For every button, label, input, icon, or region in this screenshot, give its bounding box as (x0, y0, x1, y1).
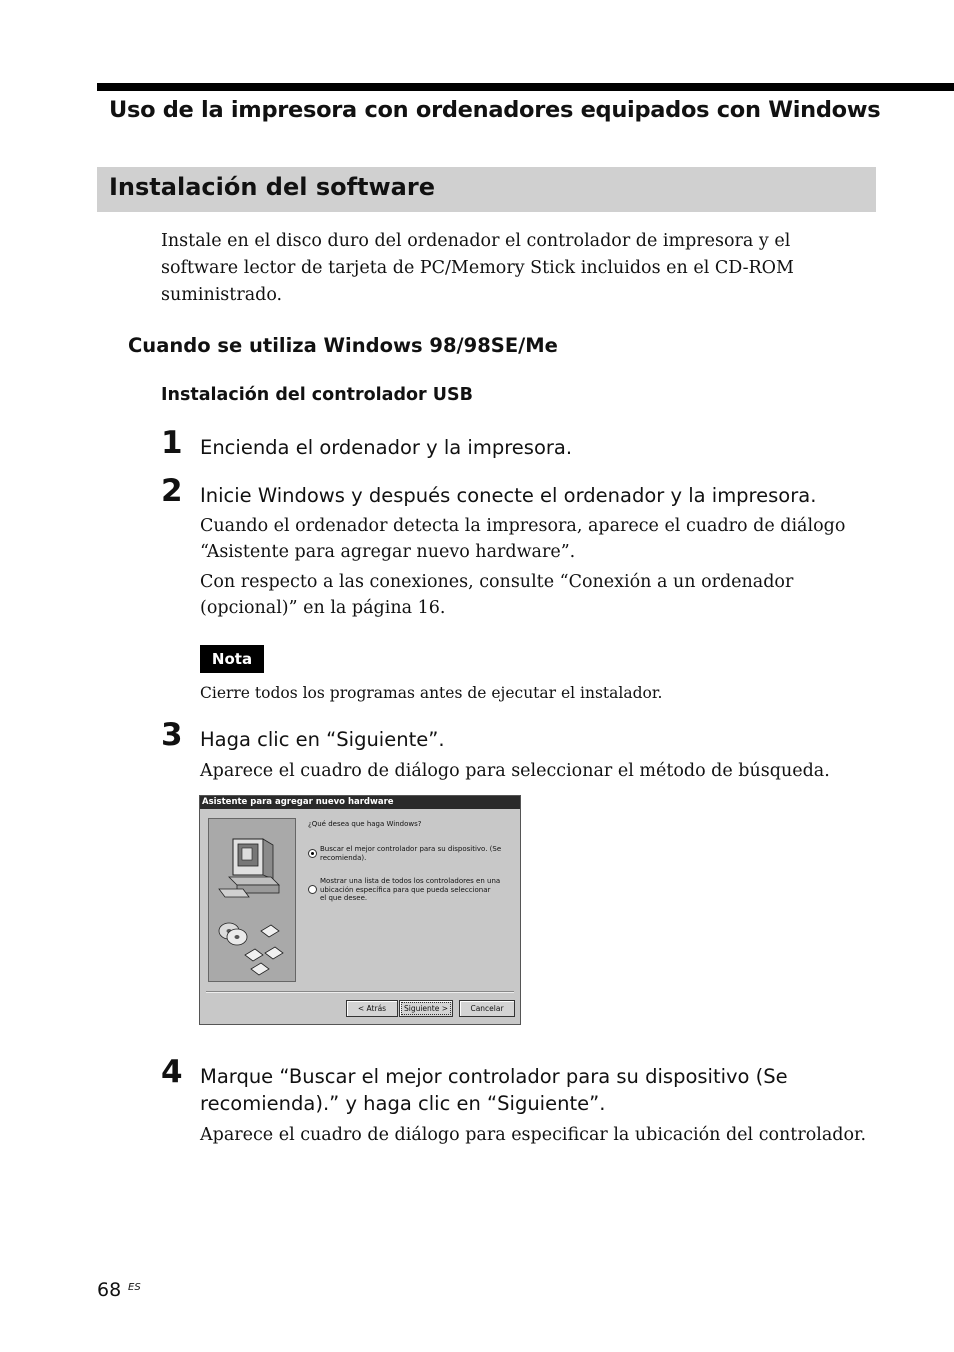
step-text: Haga clic en “Siguiente”. (200, 728, 445, 751)
chapter-title: Uso de la impresora con ordenadores equipados con Windows (109, 97, 881, 123)
step-detail (200, 569, 890, 621)
subsubheading: Instalación del controlador USB (161, 385, 473, 405)
step-number: 3 (161, 717, 183, 753)
option-line: Mostrar una lista de todos los controladores en una (320, 877, 501, 885)
wizard-illustration (208, 818, 296, 982)
back-button[interactable]: < Atrás (346, 1000, 398, 1017)
detail-line: “Asistente para agregar nuevo hardware”. (200, 542, 576, 562)
step-text-line: Marque “Buscar el mejor controlador para su dispositivo (Se (200, 1065, 788, 1088)
step-text-line: recomienda).” y haga clic en “Siguiente”. (200, 1092, 606, 1115)
option-show-list (320, 877, 510, 903)
dialog-separator (206, 991, 514, 993)
option-search-best (320, 845, 510, 862)
section-title: Instalación del software (109, 173, 435, 201)
step-number: 4 (161, 1054, 183, 1090)
detail-line: (opcional)” en la página 16. (200, 598, 446, 618)
step-text (200, 1063, 890, 1117)
option-line: ubicación específica para que pueda seleccionar (320, 885, 491, 894)
detail-line: Con respecto a las conexiones, consulte “Conexión a un ordenador (200, 572, 794, 592)
page-number: 68 (97, 1279, 122, 1301)
subheading: Cuando se utiliza Windows 98/98SE/Me (128, 334, 558, 357)
intro-paragraph (161, 228, 861, 309)
step-number: 1 (161, 425, 183, 461)
step-detail: Aparece el cuadro de diálogo para seleccionar el método de búsqueda. (200, 761, 830, 781)
step-detail (200, 513, 890, 565)
detail-line: Cuando el ordenador detecta la impresora, aparece el cuadro de diálogo (200, 516, 846, 536)
intro-line: suministrado. (161, 285, 283, 305)
page-language: ES (128, 1282, 141, 1293)
top-rule (97, 83, 954, 91)
radio-search-best[interactable] (308, 849, 317, 858)
step-text: Inicie Windows y después conecte el ordenador y la impresora. (200, 484, 817, 507)
computer-disks-icon (209, 819, 295, 981)
radio-show-list[interactable] (308, 885, 317, 894)
cancel-button[interactable]: Cancelar (459, 1000, 515, 1017)
option-line: Buscar el mejor controlador para su dispositivo. (Se (320, 845, 502, 853)
step-number: 2 (161, 473, 183, 509)
option-line: recomienda). (320, 853, 367, 862)
intro-line: Instale en el disco duro del ordenador el controlador de impresora y el (161, 231, 791, 251)
step-detail: Aparece el cuadro de diálogo para especificar la ubicación del controlador. (200, 1125, 867, 1145)
dialog-question: ¿Qué desea que haga Windows? (308, 820, 422, 828)
step-text: Encienda el ordenador y la impresora. (200, 436, 573, 459)
intro-line: software lector de tarjeta de PC/Memory Stick incluidos en el CD-ROM (161, 258, 794, 278)
next-button[interactable]: Siguiente > (399, 1000, 453, 1017)
note-badge: Nota (200, 645, 264, 673)
note-text: Cierre todos los programas antes de ejecutar el instalador. (200, 684, 663, 702)
dialog-title: Asistente para agregar nuevo hardware (200, 796, 520, 809)
wizard-dialog (199, 795, 521, 1025)
option-line: el que desee. (320, 894, 368, 902)
